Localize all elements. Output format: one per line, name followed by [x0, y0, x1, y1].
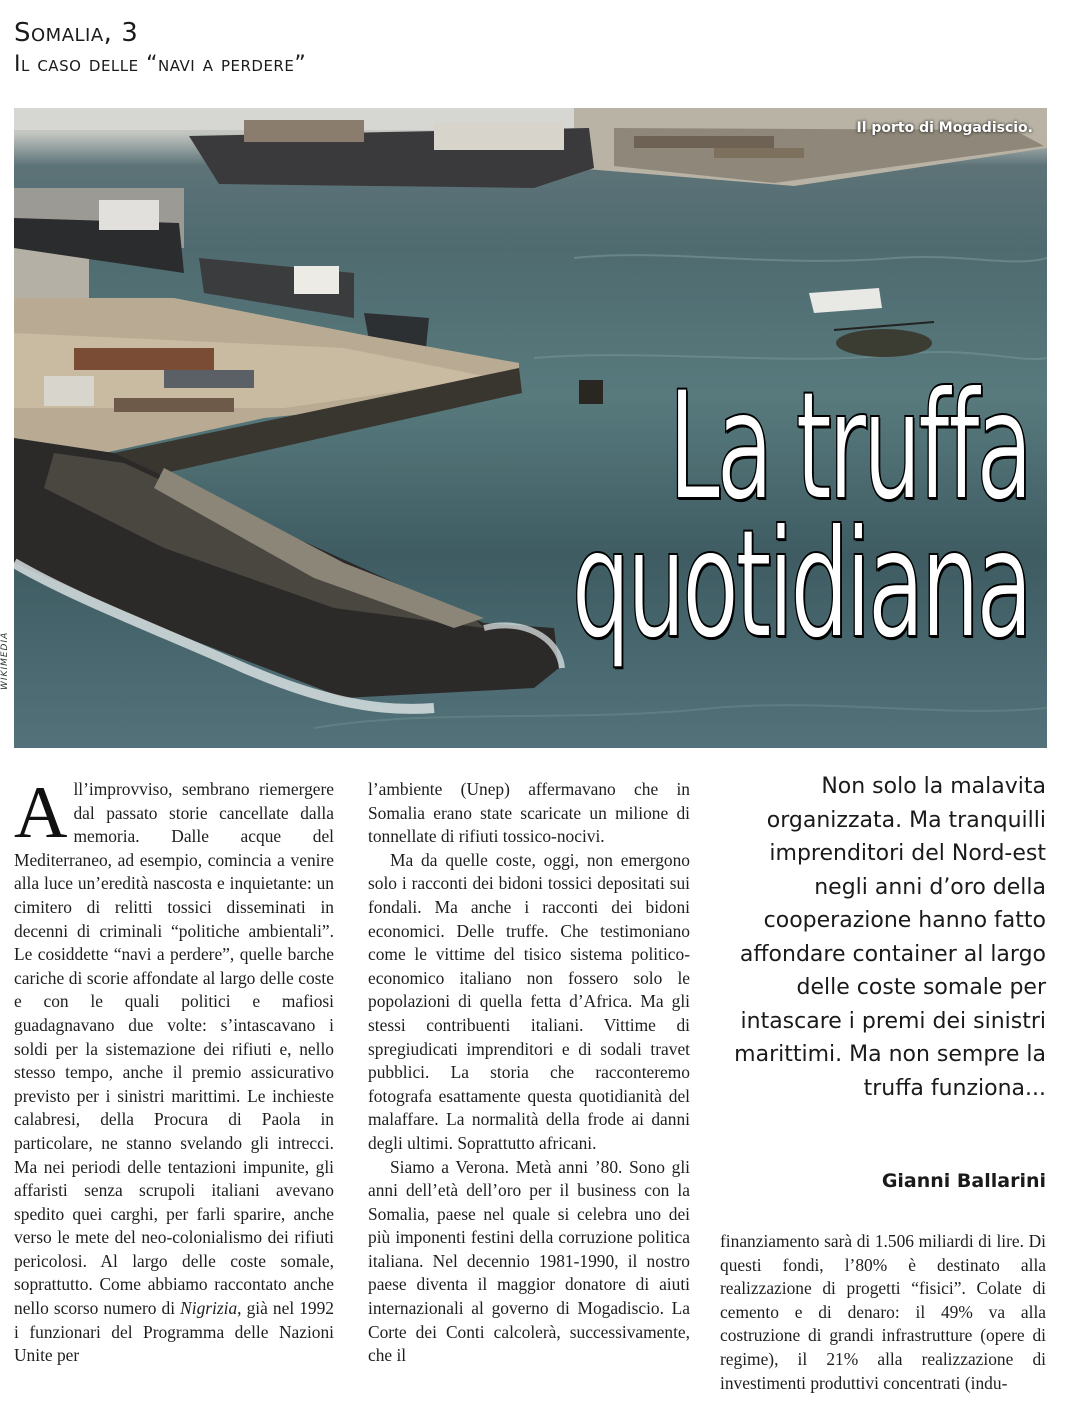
magazine-name: Nigrizia	[180, 1298, 238, 1319]
paragraph: l’ambiente (Unep) affermavano che in Somalia erano state scaricate un milione di tonnellate di rifiuti tossico-nocivi.	[368, 779, 690, 847]
paragraph-text: ll’improvviso, sembrano riemergere dal passato storie cancellate dalla memoria. Dalle acque del Mediterraneo, ad esempio, comincia a venire alla luce un’eredità nascosta e inquietante: un cimitero di relitti tossici disseminati in decenni di criminali “politiche ambientali”. Le cosiddette “navi a perdere”, quelle barche cariche di scorie affondate al largo delle coste e con le quali politici e mafiosi guadagnavano due volte: s’intascavano i soldi per la sistemazione dei rifiuti e, nello stesso tempo, anche il premio assicurativo previsto per i sinistri marittimi. Le inchieste calabresi, della Procura di Paola in particolare, ne stanno svelando gli intrecci. Ma nei periodi delle tentazioni impunite, gli affaristi senza scrupoli italiani avevano spedito quei carghi, per farli sparire, anche verso le mete del neo-colonialismo dei rifiuti pericolosi. Al largo delle coste somale, soprattutto. Come abbiamo raccontato anche nello scorso numero di	[14, 779, 334, 1319]
body-column-2	[368, 778, 690, 1368]
paragraph-text: , già nel 1992 i funzionari del Programma delle Nazioni Unite per	[14, 1298, 334, 1366]
paragraph: Siamo a Verona. Metà anni ’80. Sono gli anni dell’età dell’oro per il business con la Somalia, paese nel quale si celebra uno dei più imponenti festini della corruzione politica italiana. Nel decennio 1981-1990, il nostro paese diventa il maggior donatore di aiuti internazionali al governo di Mogadiscio. La Corte dei Conti calcolerà, successivamente, che il	[368, 1156, 690, 1366]
paragraph: finanziamento sarà di 1.506 miliardi di lire. Di questi fondi, l’80% è destinato alla realizzazione di progetti “fisici”. Colate di cemento e di denaro: il 49% va alla costruzione di grandi infrastrutture (opere di regime), il 21% alla realizzazione di investimenti produttivi concentrati (indu-	[720, 1231, 1046, 1393]
kicker-title: Somalia, 3	[14, 18, 139, 48]
kicker-subtitle: Il caso delle “navi a perdere”	[14, 52, 307, 77]
harbor-photo	[14, 108, 1047, 748]
section-kicker	[14, 18, 306, 80]
drop-cap: A	[14, 772, 68, 854]
photo-credit: WIKIMEDIA	[0, 631, 10, 690]
headline-line-2: quotidiana	[571, 498, 1029, 672]
headline	[571, 360, 1029, 672]
author-byline: Gianni Ballarini	[881, 1170, 1046, 1192]
photo-caption: Il porto di Mogadiscio.	[856, 120, 1033, 136]
pull-quote: Non solo la malavita organizzata. Ma tranquilli imprenditori del Nord-est negli anni d’oro della cooperazione hanno fatto affondare container al largo delle coste somale per intascare i premi dei sinistri marittimi. Ma non sempre la truffa funziona...	[734, 774, 1046, 1101]
paragraph: Ma da quelle coste, oggi, non emergono solo i racconti dei bidoni tossici depositati sui fondali. Ma anche i racconti dei bidoni economici. Delle truffe. Che testimoniano come le vittime del tisico sistema politico-economico italiano non fossero solo le popolazioni di quella fetta d’Africa. Ma gli stessi contribuenti italiani. Vittime di spregiudicati imprenditori e di sodali travet pubblici. La storia che racconteremo fotografa esattamente questa quotidianità del malaffare. La normalità della frode ai danni degli ultimi. Soprattutto africani.	[368, 849, 690, 1153]
paragraph	[14, 772, 334, 1368]
body-column-1	[14, 772, 334, 1368]
body-column-3	[720, 1230, 1046, 1395]
headline-line-1: La truffa	[667, 360, 1029, 534]
